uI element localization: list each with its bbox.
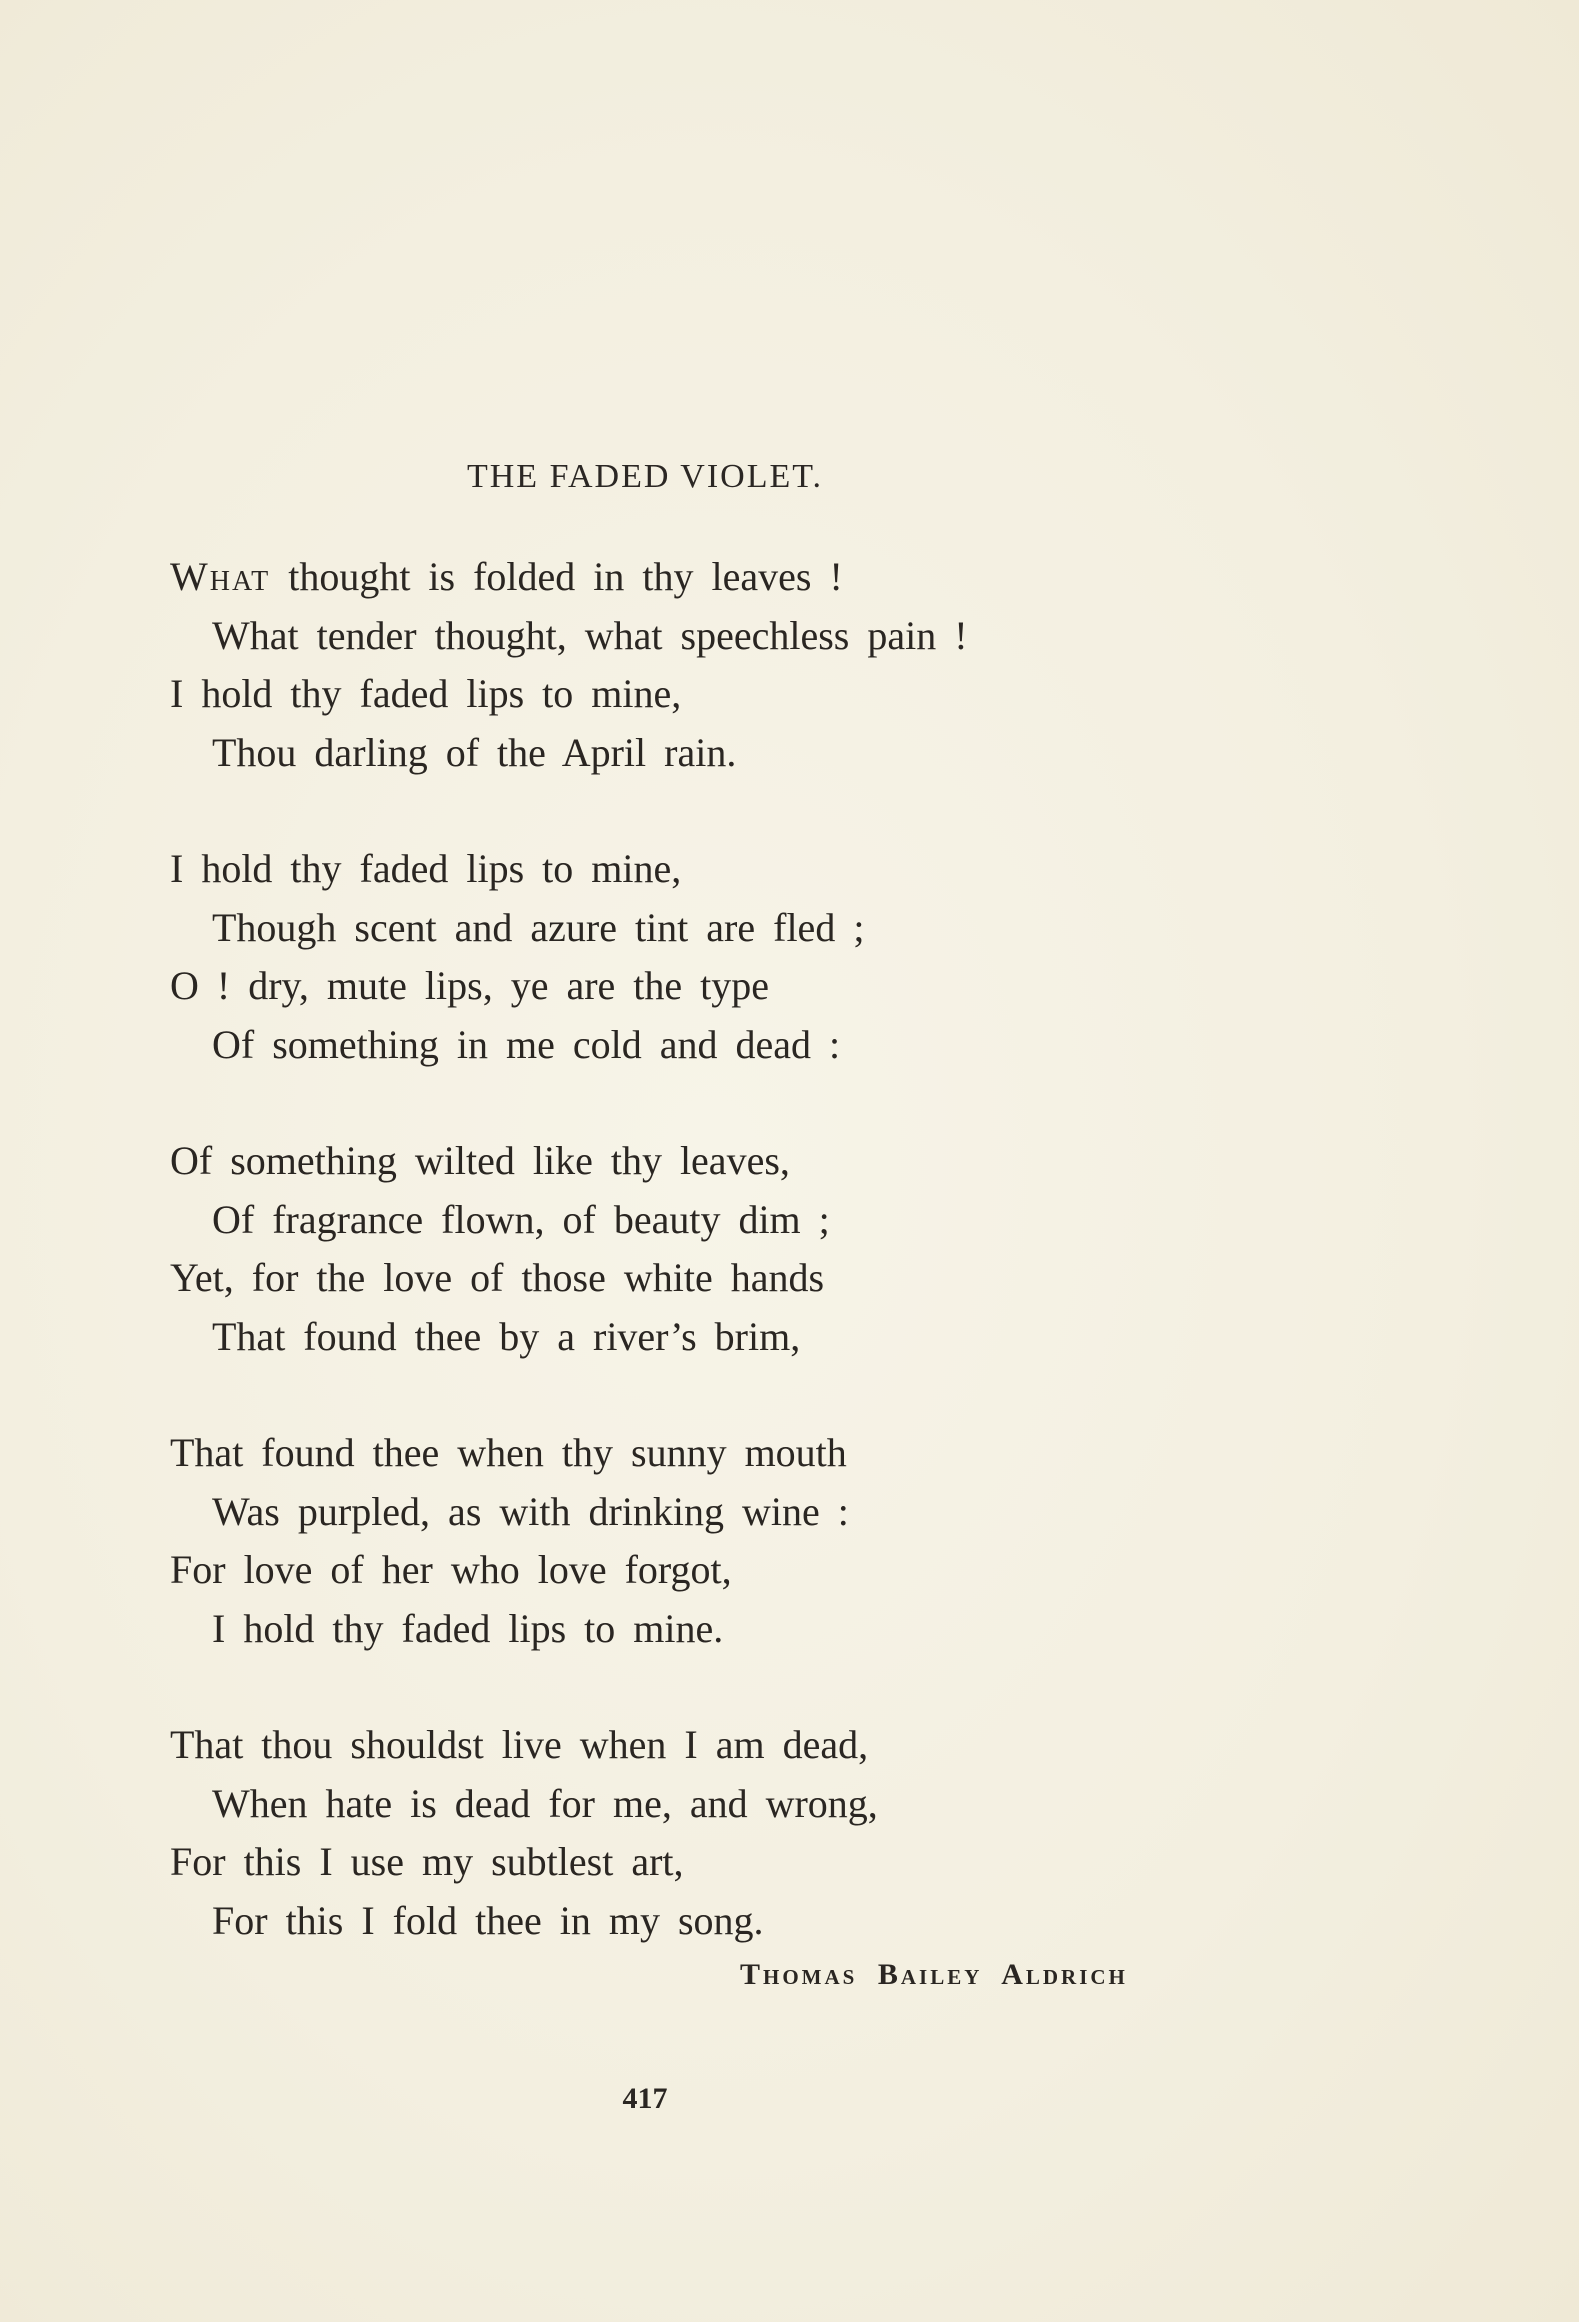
poem-line: Of fragrance flown, of beauty dim ; [212, 1196, 830, 1242]
poem-line: I hold thy faded lips to mine. [212, 1605, 724, 1651]
poem-line: Yet, for the love of those white hands [170, 1255, 825, 1300]
poem-line: For love of her who love forgot, [170, 1547, 732, 1592]
poem-line [170, 548, 1170, 607]
poem-line: That thou shouldst live when I am dead, [170, 1722, 869, 1767]
stanza-4 [170, 1424, 1170, 1658]
stanza-5 [170, 1716, 1170, 1950]
poem-line: When hate is dead for me, and wrong, [212, 1780, 878, 1826]
poem-line: Though scent and azure tint are fled ; [212, 904, 865, 950]
poem-line: For this I fold thee in my song. [212, 1897, 764, 1943]
poem-line: That found thee when thy sunny mouth [170, 1430, 847, 1475]
stanza-2 [170, 840, 1170, 1074]
poem-line: Was purpled, as with drinking wine : [212, 1488, 849, 1534]
poem-first-word: What [170, 554, 271, 599]
stanza-3 [170, 1132, 1170, 1366]
poem-line: What tender thought, what speechless pain ! [212, 612, 968, 658]
poem-author: Thomas Bailey Aldrich [740, 1958, 1128, 1991]
poem-line: That found thee by a river’s brim, [212, 1313, 801, 1359]
page-number: 417 [622, 2082, 668, 2115]
poem-body [170, 548, 1170, 2008]
poem-line: I hold thy faded lips to mine, [170, 846, 682, 891]
stanza-1 [170, 548, 1170, 782]
poem-line: Of something wilted like thy leaves, [170, 1138, 790, 1183]
poem-line: Thou darling of the April rain. [212, 729, 737, 775]
poem-line: Of something in me cold and dead : [212, 1021, 841, 1067]
poem-title: THE FADED VIOLET. [466, 458, 823, 495]
poem-line-text: thought is folded in thy leaves ! [288, 554, 843, 599]
poem-line: I hold thy faded lips to mine, [170, 671, 682, 716]
poem-line: O ! dry, mute lips, ye are the type [170, 963, 770, 1008]
poem-line: For this I use my subtlest art, [170, 1839, 684, 1884]
